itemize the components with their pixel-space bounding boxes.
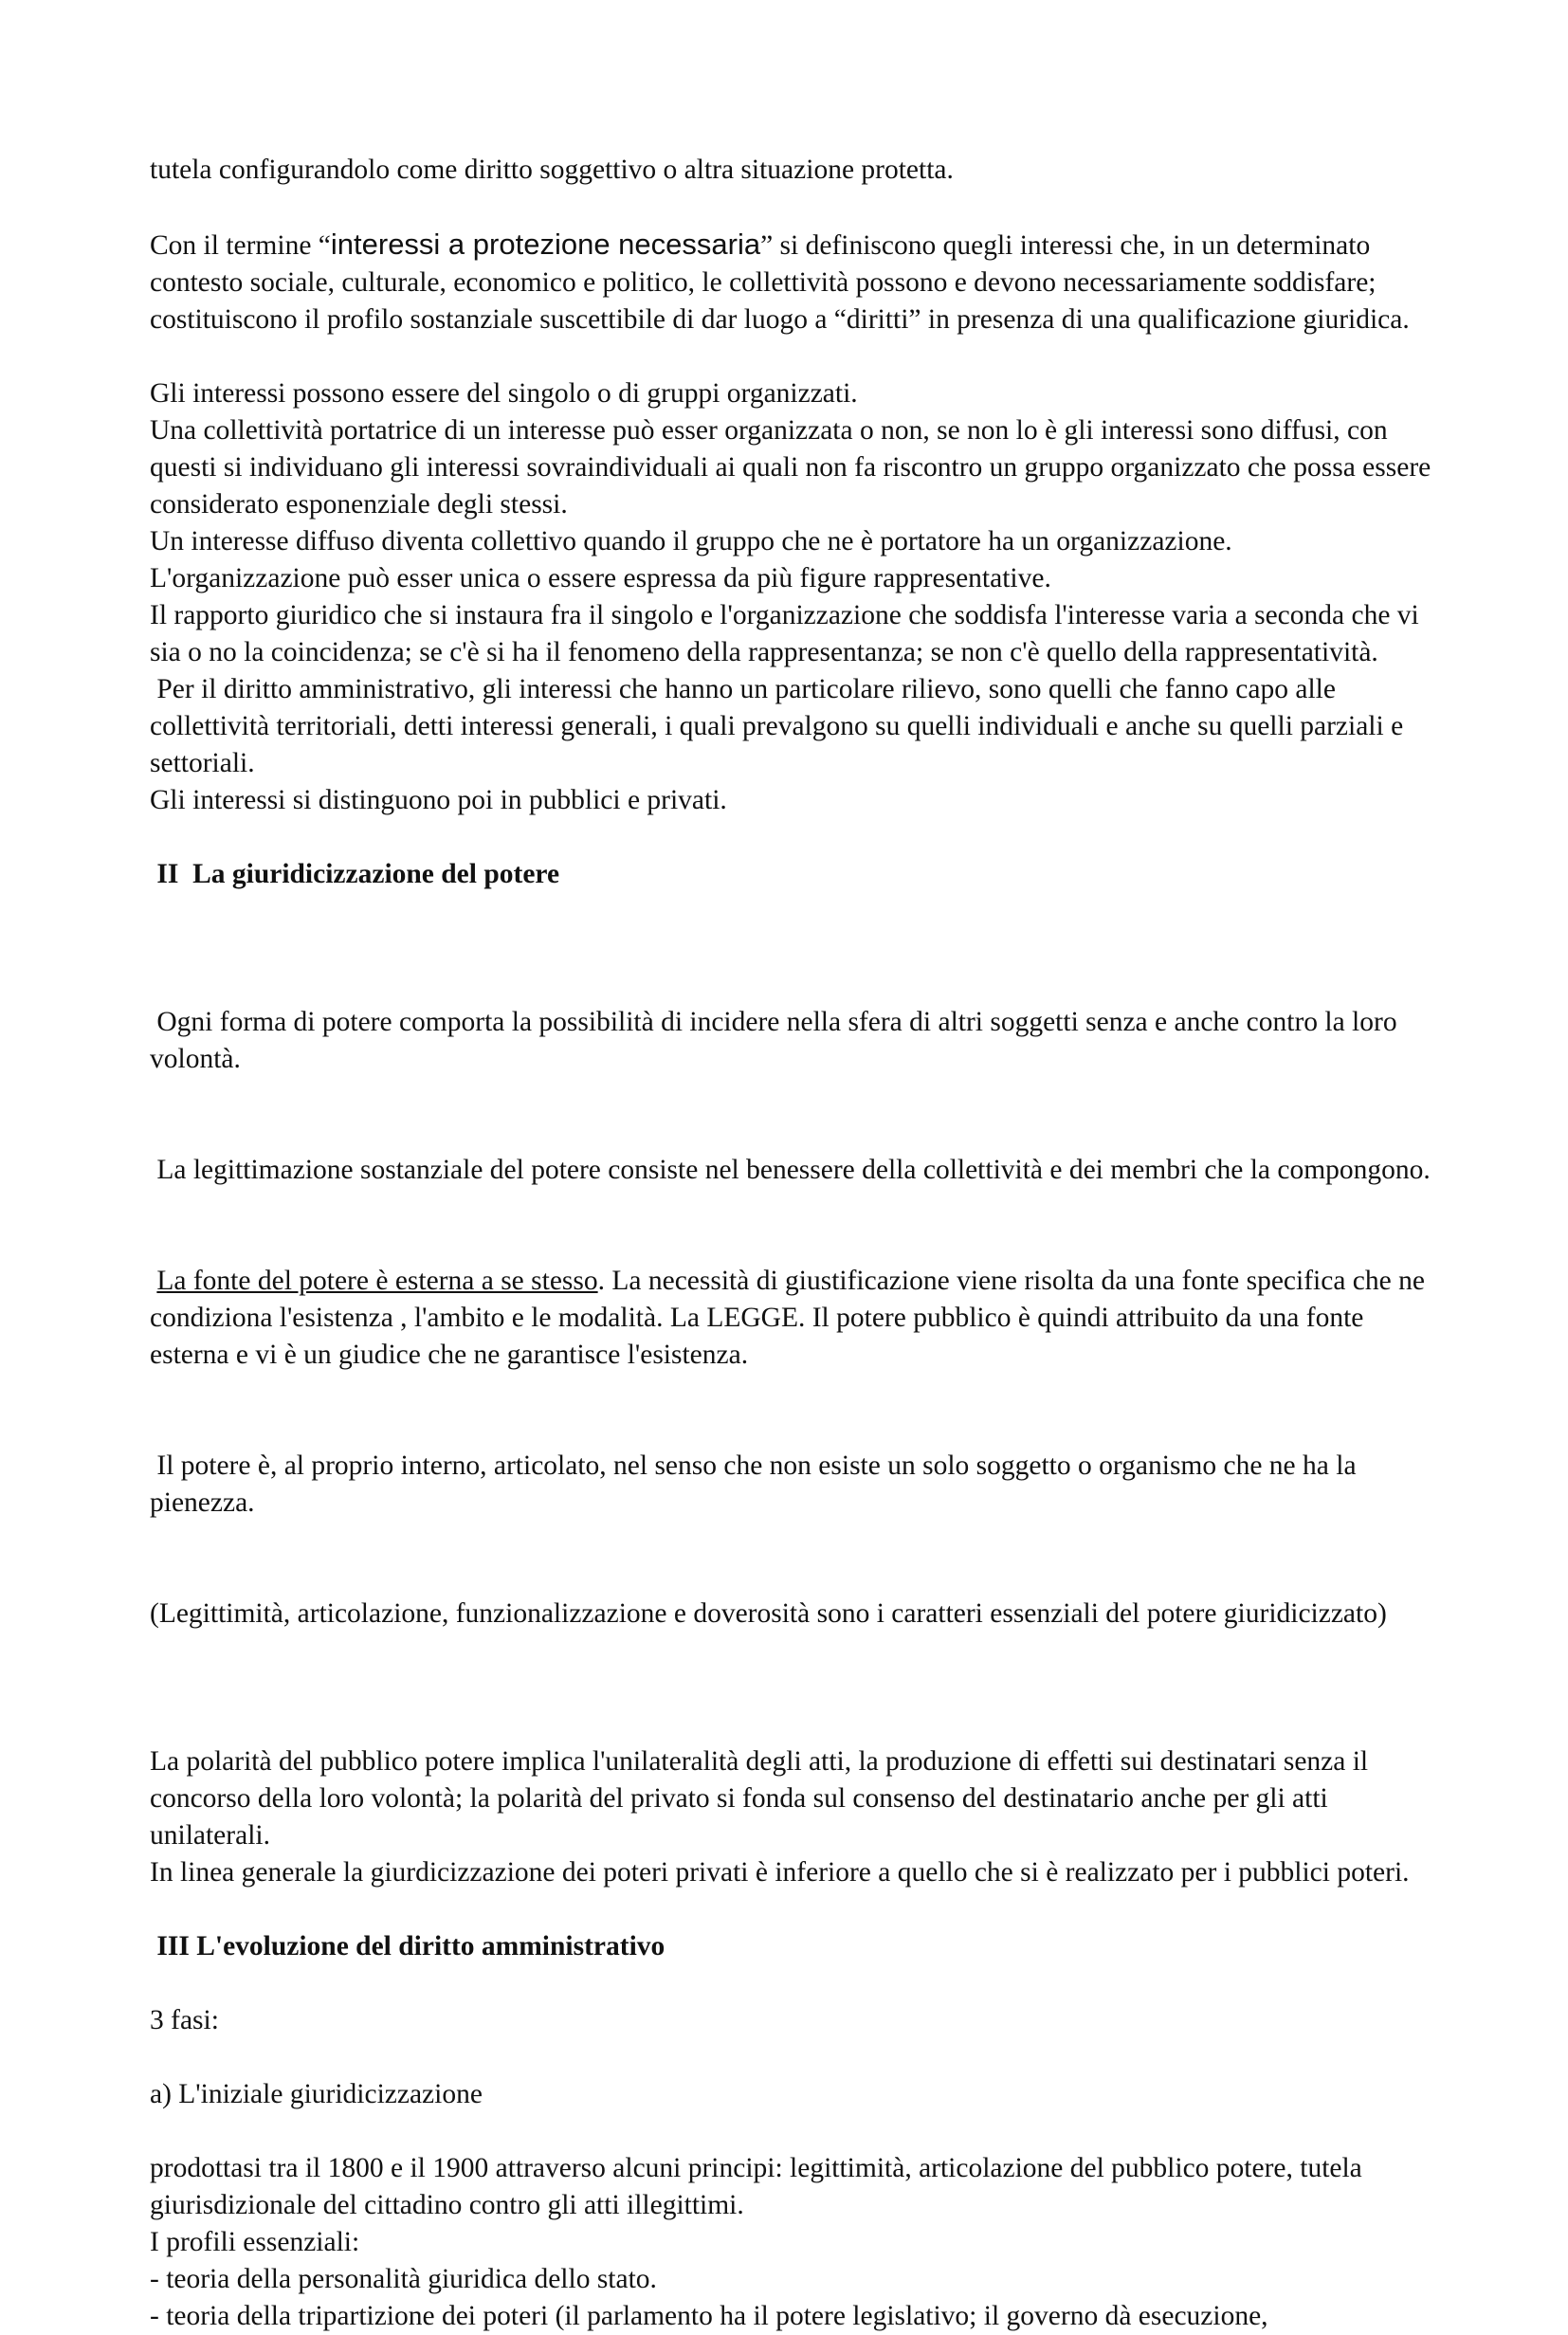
underlined-statement: La fonte del potere è esterna a se stesso — [156, 1266, 598, 1296]
paragraph-phase-a — [150, 2150, 1439, 2335]
paragraph-continuation: tutela configurandolo come diritto soggettivo o altra situazione protetta. — [150, 155, 954, 185]
definition-body: ” si definiscono quegli interessi che, in un determinato contesto sociale, culturale, economico e politico, le collettività possono e devono necessariamente soddisfare; costituiscono il profilo sostanziale suscettibile di dar luogo a “diritti” in presenza di una qualificazione giuridica. — [150, 230, 1410, 335]
paragraph-definition — [150, 226, 1439, 338]
text-line: In linea generale la giurdicizzazione dei poteri privati è inferiore a quello che si è realizzato per i pubblici poteri. — [150, 1857, 1410, 1888]
phase-a-title: a) L'iniziale giuridicizzazione — [150, 2079, 483, 2109]
list-item: - teoria della tripartizione dei poteri (il parlamento ha il potere legislativo; il governo dà esecuzione, — [150, 2301, 1268, 2331]
phases-intro: 3 fasi: — [150, 2005, 219, 2035]
text-line: Un interesse diffuso diventa collettivo quando il gruppo che ne è portatore ha un organizzazione. — [150, 526, 1232, 556]
text-line — [150, 1263, 1439, 1374]
text-line: Per il diritto amministrativo, gli interessi che hanno un particolare rilievo, sono quelli che fanno capo alle collettività territoriali, detti interessi generali, i quali prevalgono su quelli individuali e anche su quelli parziali e settoriali. — [150, 674, 1411, 778]
defined-term: interessi a protezione necessaria — [330, 228, 761, 261]
list-item: - teoria della personalità giuridica dello stato. — [150, 2264, 657, 2294]
text-line: (Legittimità, articolazione, funzionalizzazione e doverosità sono i caratteri essenziali del potere giuridicizzato) — [150, 1598, 1387, 1629]
text-line: I profili essenziali: — [150, 2227, 360, 2257]
text-line: La polarità del pubblico potere implica l'unilateralità degli atti, la produzione di effetti sui destinatari senza il concorso della loro volontà; la polarità del privato si fonda sul consenso del destinatario anche per gli atti unilaterali. — [150, 1746, 1369, 1851]
page-content — [150, 152, 1439, 2335]
text-line: Una collettività portatrice di un interesse può esser organizzata o non, se non lo è gli interessi sono diffusi, con questi si individuano gli interessi sovraindividuali ai quali non fa riscontro un gruppo organizzato che possa essere considerato esponenziale degli stessi. — [150, 415, 1431, 520]
text-line: La legittimazione sostanziale del potere consiste nel benessere della collettività e dei membri che la compongono. — [150, 1155, 1431, 1185]
text-line: L'organizzazione può esser unica o essere espressa da più figure rappresentative. — [150, 563, 1051, 593]
text-line: Gli interessi possono essere del singolo o di gruppi organizzati. — [150, 378, 858, 409]
text-line: Ogni forma di potere comporta la possibilità di incidere nella sfera di altri soggetti senza e anche contro la loro volontà. — [150, 1007, 1404, 1074]
section-heading-ii: II La giuridicizzazione del potere — [150, 859, 560, 889]
text-line: Gli interessi si distinguono poi in pubblici e privati. — [150, 785, 727, 815]
paragraph-polarity — [150, 1743, 1439, 1891]
text-line: Il rapporto giuridico che si instaura fra il singolo e l'organizzazione che soddisfa l'interesse varia a seconda che vi sia o no la coincidenza; se c'è si ha il fenomeno della rappresentanza; se non c'è quello della rappresentatività. — [150, 600, 1419, 667]
section-heading-iii: III L'evoluzione del diritto amministrativo — [150, 1931, 665, 1961]
text-line: Il potere è, al proprio interno, articolato, nel senso che non esiste un solo soggetto o organismo che ne ha la pienezza. — [150, 1450, 1363, 1518]
text-line: prodottasi tra il 1800 e il 1900 attraverso alcuni principi: legittimità, articolazione del pubblico potere, tutela giurisdizionale del cittadino contro gli atti illegittimi. — [150, 2153, 1362, 2220]
paragraph-power — [150, 930, 1439, 1706]
text-run: . La necessità di giustificazione viene risolta da una fonte specifica che ne condiziona l'esistenza , l'ambito e le modalità. La LEGGE. Il potere pubblico è quindi attribuito da una fonte esterna e vi è un giudice che ne garantisce l'esistenza. — [150, 1266, 1432, 1370]
definition-lead: Con il termine “ — [150, 230, 331, 261]
paragraph-interests — [150, 375, 1439, 819]
